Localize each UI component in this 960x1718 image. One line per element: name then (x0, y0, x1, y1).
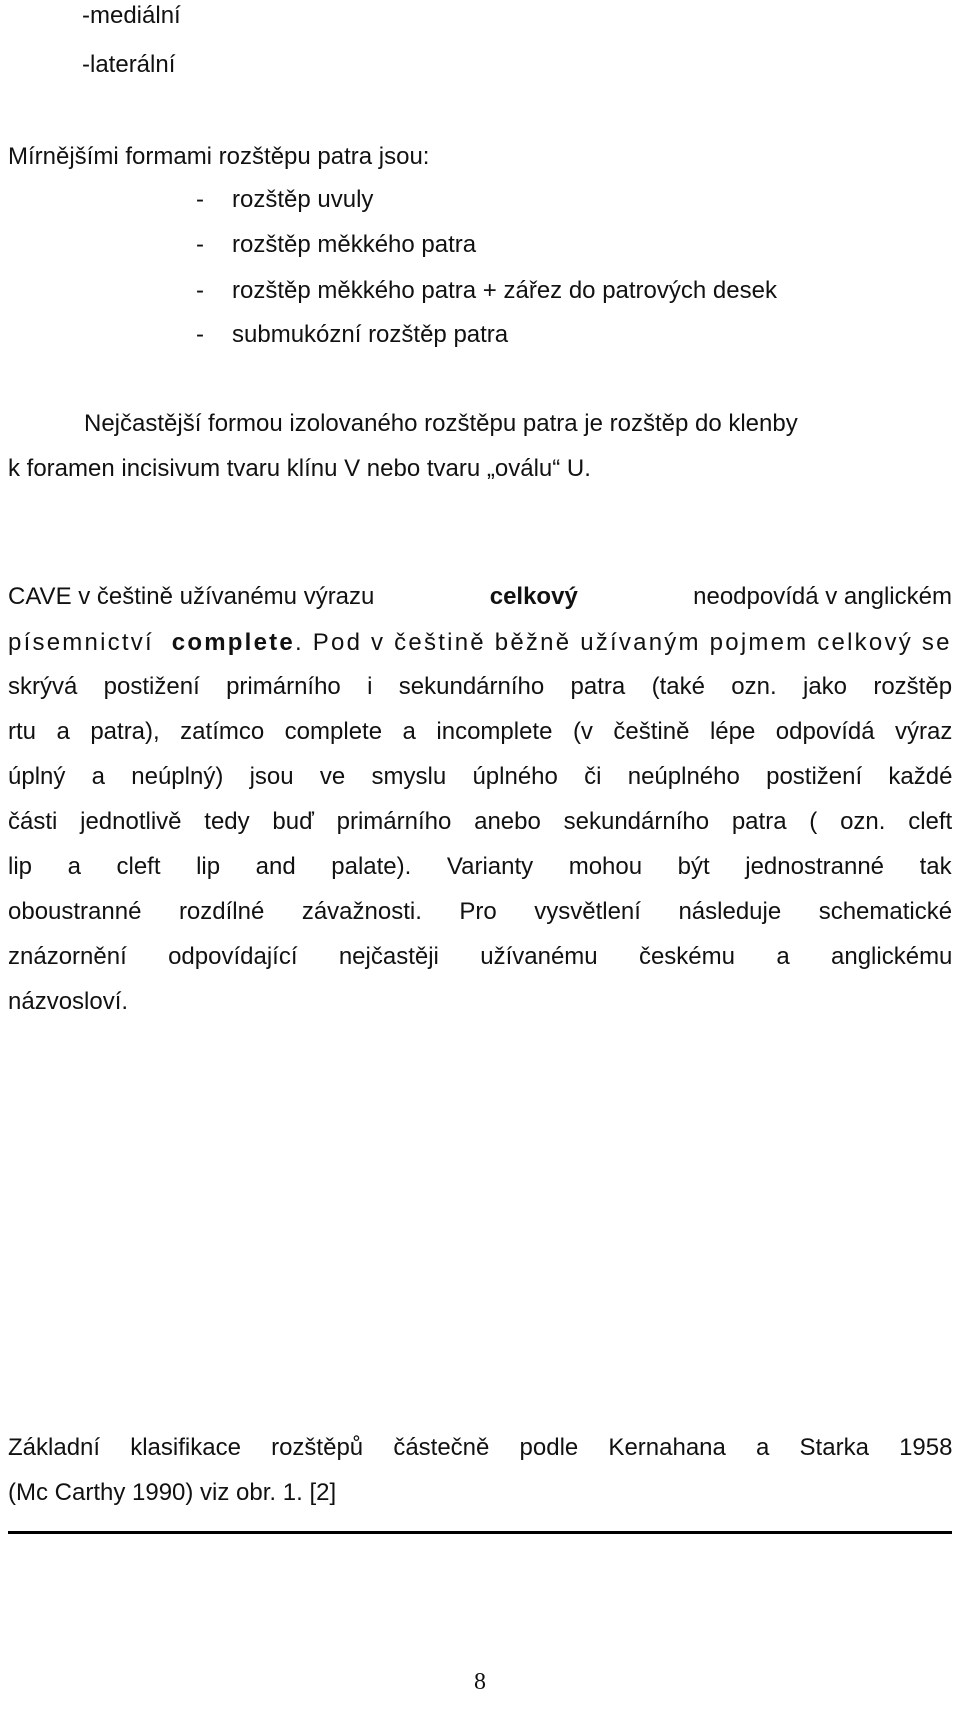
paragraph-3-line: (Mc Carthy 1990) viz obr. 1. [2] (8, 1479, 337, 1506)
bullet-marker: - (196, 321, 204, 348)
paragraph-2-line: části jednotlivě tedy buď primárního anebo sekundárního patra ( ozn. cleft (8, 808, 953, 835)
paragraph-1-line: Nejčastější formou izolovaného rozštěpu patra je rozštěp do klenby (84, 410, 798, 437)
paragraph-1-line: k foramen incisivum tvaru klínu V nebo tvaru „oválu“ U. (8, 455, 591, 482)
list-item-medialni: -mediální (82, 2, 181, 29)
text-run: CAVE v češtině užívanému výrazu (8, 583, 375, 610)
emphasis-complete: complete (171, 629, 295, 656)
bullet-marker: - (196, 186, 204, 213)
paragraph-2-line: názvosloví. (8, 988, 129, 1015)
paragraph-3-line: Základní klasifikace rozštěpů částečně podle Kernahana a Starka 1958 (8, 1434, 953, 1461)
paragraph-2-line: skrývá postižení primárního i sekundárního patra (také ozn. jako rozštěp (8, 673, 953, 700)
text-run: písemnictví (8, 629, 154, 656)
list-item-lateralni: -laterální (82, 51, 176, 78)
intro-text: Mírnějšími formami rozštěpu patra jsou: (8, 143, 430, 170)
bullet-marker: - (196, 231, 204, 258)
paragraph-2-line (8, 631, 952, 655)
text-run: . Pod v češtině běžně užívaným pojmem celkový se (294, 629, 952, 656)
paragraph-2-line: úplný a neúplný) jsou ve smyslu úplného či neúplného postižení každé (8, 763, 953, 790)
paragraph-2-line: znázornění odpovídající nejčastěji užívanému českému a anglickému (8, 943, 953, 970)
paragraph-2-line: oboustranné rozdílné závažnosti. Pro vysvětlení následuje schematické (8, 898, 953, 925)
page-number: 8 (474, 1669, 486, 1695)
paragraph-2-line: lip a cleft lip and palate). Varianty mohou být jednostranné tak (8, 853, 952, 880)
paragraph-2-line (8, 585, 952, 609)
bullet-item: submukózní rozštěp patra (232, 321, 509, 348)
bullet-item: rozštěp měkkého patra + zářez do patrových desek (232, 277, 777, 304)
bullet-item: rozštěp uvuly (232, 186, 374, 213)
emphasis-celkovy: celkový (489, 583, 578, 610)
bullet-marker: - (196, 277, 204, 304)
text-run: neodpovídá v anglickém (693, 583, 952, 610)
bullet-item: rozštěp měkkého patra (232, 231, 477, 258)
paragraph-2-line: rtu a patra), zatímco complete a incomplete (v češtině lépe odpovídá výraz (8, 718, 953, 745)
horizontal-rule (8, 1531, 952, 1534)
